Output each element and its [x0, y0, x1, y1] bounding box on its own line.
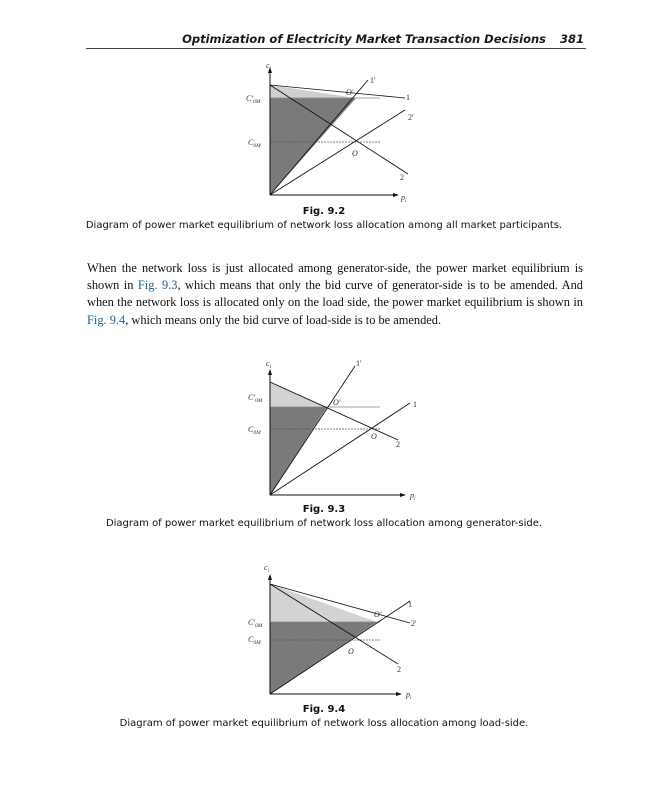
x-axis-arrow: [396, 692, 402, 696]
figure-9-3-caption: Diagram of power market equilibrium of network loss allocation among generator-side.: [105, 518, 543, 529]
figure-9-2-label: Fig. 9.2: [302, 206, 346, 217]
level-label: $C_{0M}$: [248, 425, 261, 436]
figure-9-3-label: Fig. 9.3: [302, 504, 346, 515]
curve-label-2: 2: [396, 440, 400, 449]
point-label-o: O: [352, 149, 358, 158]
point-label-o-prime: O': [346, 88, 354, 97]
figure-9-4: [240, 556, 440, 701]
x-axis-label: $p_i$: [401, 193, 407, 204]
point-label-o-prime: O': [333, 398, 341, 407]
figure-9-3: [240, 355, 440, 500]
x-axis-label: $p_i$: [406, 690, 412, 701]
level-label-prime: $C'_{0M}$: [246, 94, 261, 105]
figure-9-4-label: Fig. 9.4: [302, 704, 346, 715]
curve-label-2: 2: [397, 665, 401, 674]
link-fig-9-4[interactable]: Fig. 9.4: [87, 312, 126, 327]
curve-label-1-prime: 1': [356, 359, 362, 368]
figure-9-2-caption: Diagram of power market equilibrium of network loss allocation among all market participants.: [85, 220, 563, 231]
loss-region: [270, 584, 377, 622]
curve-label-1: 1: [408, 600, 412, 609]
curve-label-2-prime: 2': [411, 619, 417, 628]
curve-label-2-prime: 2': [408, 113, 414, 122]
body-paragraph: When the network loss is just allocated among generator-side, the power market equilibrium is shown in Fig. 9.3, which means that only the bid curve of generator-side is to be amended. And when the network loss is allocated only on the load side, the power market equilibrium is shown in Fig. 9.4, which means only the bid curve of load-side is to be amended.: [87, 261, 583, 327]
y-axis-label: $c_i$: [266, 359, 272, 370]
y-axis-label: $c_i$: [266, 61, 272, 72]
figure-9-4-caption: Diagram of power market equilibrium of network loss allocation among load-side.: [119, 718, 529, 729]
link-fig-9-3[interactable]: Fig. 9.3: [137, 278, 178, 293]
loss-region: [270, 85, 356, 98]
level-label-prime: $C'_{0M}$: [248, 618, 263, 629]
level-label: $C_{0M}$: [248, 138, 261, 149]
header-rule: [86, 48, 586, 49]
level-label: $C_{0M}$: [248, 635, 261, 646]
figure-9-2-diagram: [240, 58, 440, 204]
level-label-prime: $C'_{0M}$: [248, 393, 263, 404]
running-header: [86, 30, 586, 50]
figure-9-3-diagram: [240, 355, 440, 500]
figure-9-4-diagram: [240, 556, 440, 701]
curve-label-1: 1: [406, 93, 410, 102]
x-axis-label: $p_i$: [410, 491, 416, 502]
y-axis-label: $c_i$: [264, 563, 270, 574]
point-label-o: O: [371, 432, 377, 441]
x-axis-arrow: [393, 193, 399, 197]
curve-label-1-prime: 1': [370, 76, 376, 85]
page-number: 381: [559, 32, 584, 46]
point-label-o-prime: O': [374, 610, 382, 619]
y-axis-arrow: [268, 574, 272, 580]
x-axis-arrow: [400, 493, 406, 497]
curve-label-1: 1: [413, 400, 417, 409]
figure-9-2: [240, 58, 440, 204]
header-title: Optimization of Electricity Market Transaction Decisions: [182, 32, 546, 46]
curve-label-2: 2: [400, 173, 404, 182]
point-label-o: O: [348, 647, 354, 656]
